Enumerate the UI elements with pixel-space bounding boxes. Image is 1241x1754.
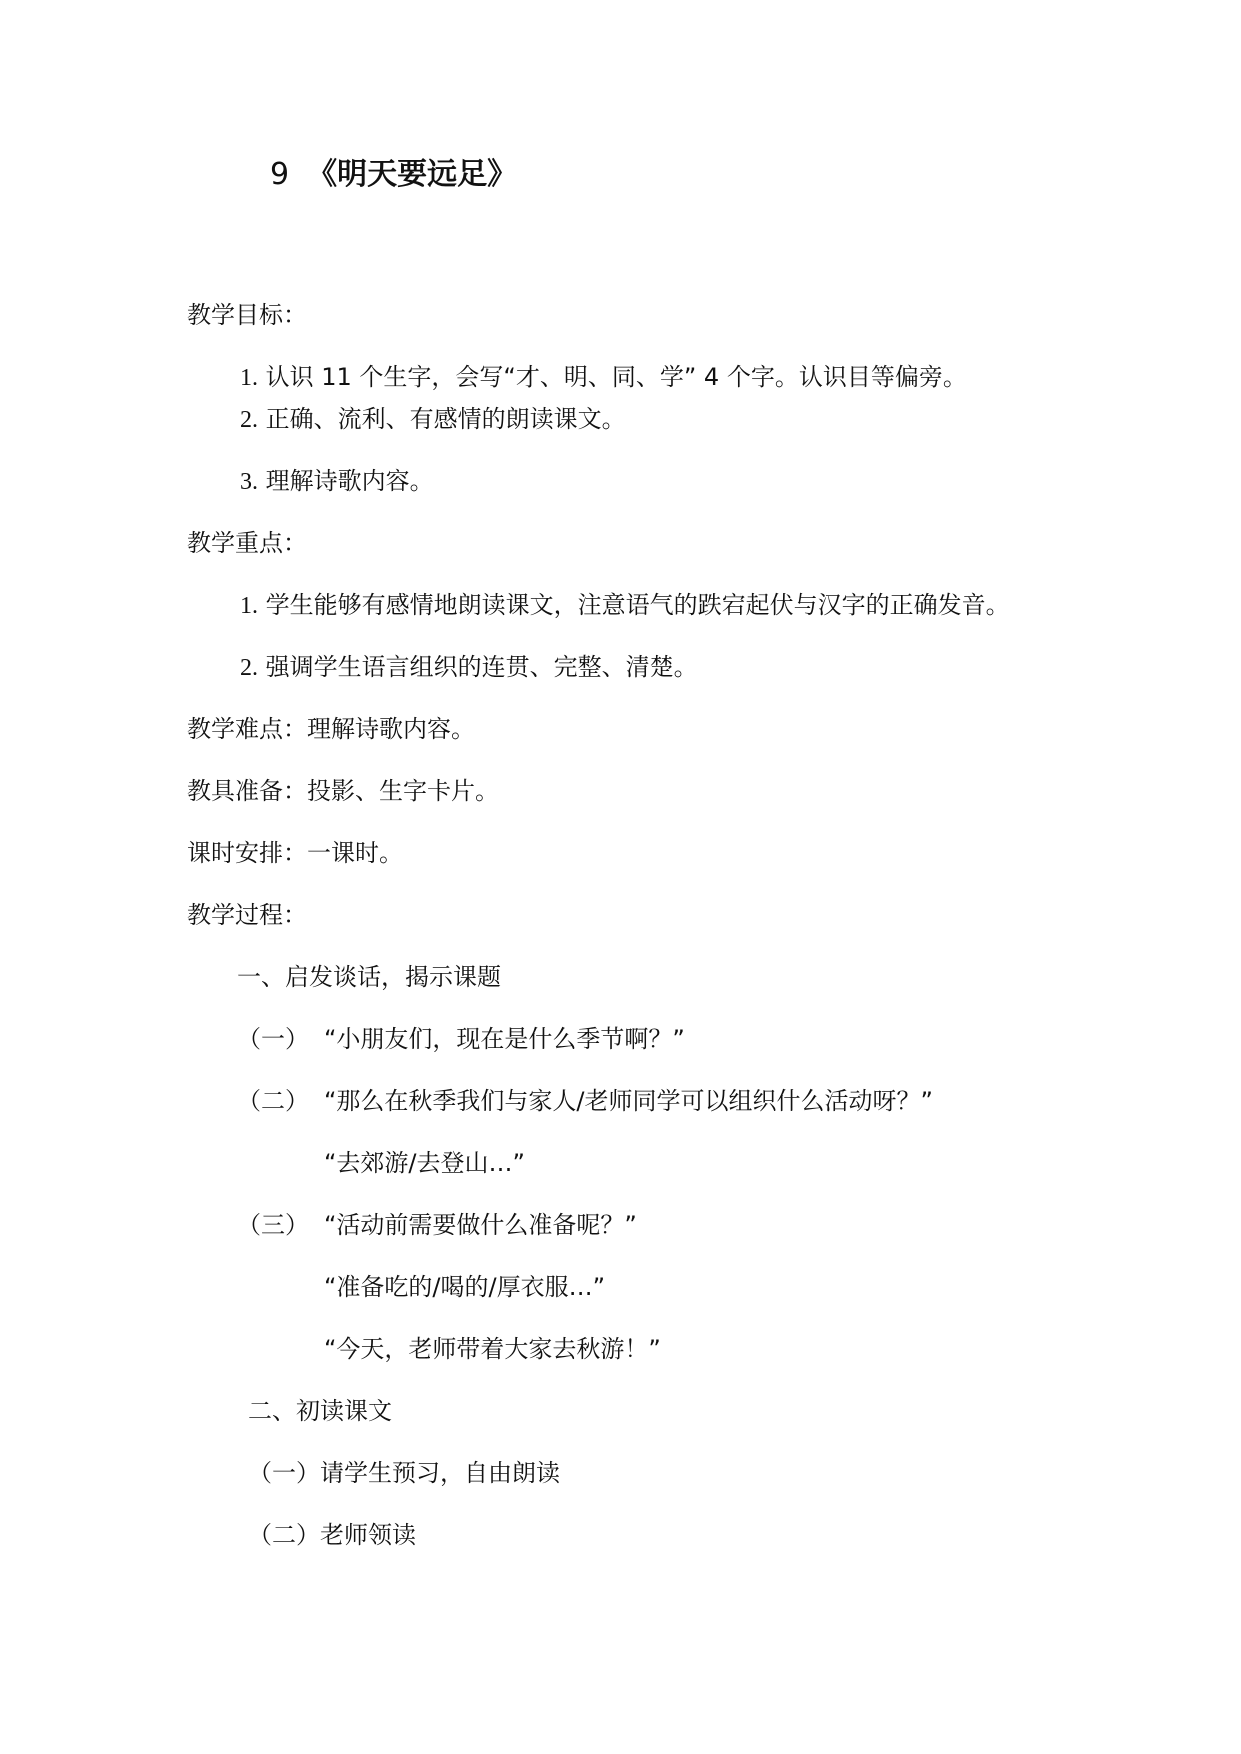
tools-line: 教具准备：投影、生字卡片。 (187, 777, 499, 805)
key-point-text: 学生能够有感情地朗读课文，注意语气的跌宕起伏与汉字的正确发音。 (265, 591, 1010, 619)
objective-number: 3. (240, 469, 258, 495)
lesson-name: 《明天要远足》 (307, 157, 518, 192)
section-title: 一、启发谈话，揭示课题 (237, 963, 501, 991)
key-points-heading: 教学重点： (187, 529, 307, 557)
step-item: （二）老师领读 (248, 1521, 416, 1549)
objective-item (240, 362, 967, 393)
objective-number: 1. (240, 365, 258, 391)
objective-text: 正确、流利、有感情的朗读课文。 (265, 405, 626, 433)
section-title: 二、初读课文 (248, 1397, 392, 1425)
key-point-text: 强调学生语言组织的连贯、完整、清楚。 (265, 653, 698, 681)
dialogue-label: （二） (237, 1087, 309, 1115)
objective-number: 2. (240, 407, 258, 433)
difficulty-line: 教学难点：理解诗歌内容。 (187, 715, 475, 743)
process-heading: 教学过程： (187, 901, 307, 929)
objective-text: 理解诗歌内容。 (265, 467, 434, 495)
key-point-item (240, 590, 1010, 621)
lesson-title (270, 155, 517, 195)
dialogue-text: “那么在秋季我们与家人/老师同学可以组织什么活动呀？” (324, 1087, 933, 1115)
dialogue-text: “今天，老师带着大家去秋游！” (324, 1335, 661, 1363)
key-point-number: 1. (240, 593, 258, 619)
objective-item (240, 466, 434, 497)
schedule-line: 课时安排：一课时。 (187, 839, 403, 867)
dialogue-label: （三） (237, 1211, 309, 1239)
lesson-number: 9 (270, 157, 290, 192)
key-point-number: 2. (240, 655, 258, 681)
dialogue-text: “小朋友们，现在是什么季节啊？” (324, 1025, 685, 1053)
dialogue-label: （一） (237, 1025, 309, 1053)
key-point-item (240, 652, 698, 683)
objective-text: 认识 11 个生字，会写“才、明、同、学” 4 个字。认识目等偏旁。 (265, 363, 967, 391)
step-item: （一）请学生预习，自由朗读 (248, 1459, 560, 1487)
objective-item (240, 404, 626, 435)
objectives-heading: 教学目标： (187, 301, 307, 329)
dialogue-text: “活动前需要做什么准备呢？” (324, 1211, 637, 1239)
dialogue-text: “准备吃的/喝的/厚衣服…” (324, 1273, 606, 1301)
dialogue-text: “去郊游/去登山…” (324, 1149, 525, 1177)
